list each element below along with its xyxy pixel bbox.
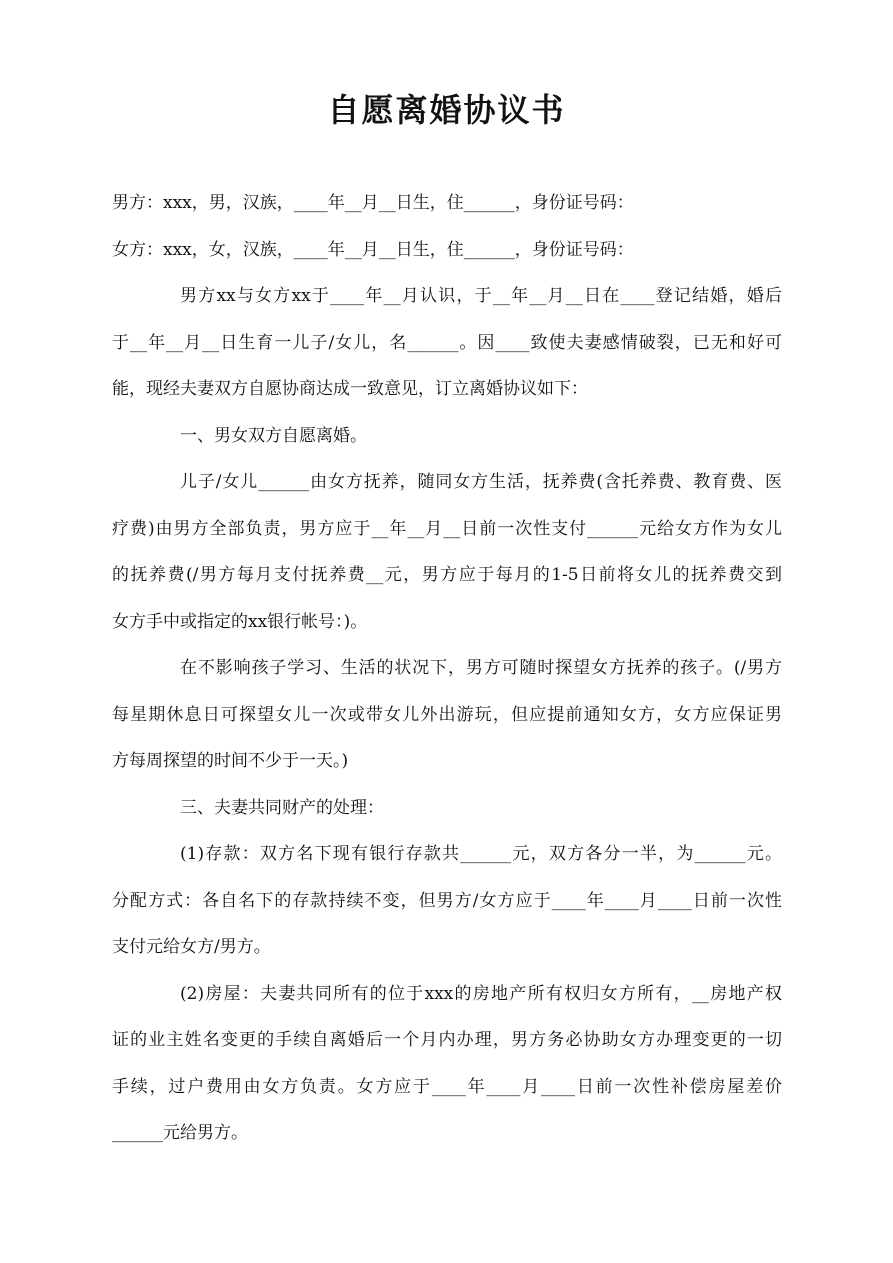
- paragraph-line: 于__年__月__日生育一儿子/女儿，名______。因____致使夫妻感情破裂，已无和好可: [112, 332, 782, 353]
- paragraph-line: 儿子/女儿______由女方抚养，随同女方生活，抚养费(含托养费、教育费、医: [180, 472, 782, 492]
- paragraph-line: 女方手中或指定的xx银行帐号：)。: [112, 611, 368, 632]
- document-title: 自愿离婚协议书: [327, 91, 566, 129]
- section-heading-one: 一、男女双方自愿离婚。: [180, 425, 367, 446]
- paragraph-line-husband-info: 男方：xxx，男，汉族，____年__月__日生，住______，身份证号码：: [112, 193, 634, 213]
- paragraph-line: 每星期休息日可探望女儿一次或带女儿外出游玩，但应提前通知女方，女方应保证男: [112, 704, 782, 725]
- paragraph-line: (2)房屋：夫妻共同所有的位于xxx的房地产所有权归女方所有，__房地产权: [180, 983, 782, 1004]
- section-heading-three: 三、夫妻共同财产的处理：: [180, 797, 384, 818]
- paragraph-line: 支付元给女方/男方。: [112, 937, 271, 957]
- paragraph-line: 在不影响孩子学习、生活的状况下，男方可随时探望女方抚养的孩子。(/男方: [180, 658, 782, 678]
- paragraph-line: 方每周探望的时间不少于一天。): [112, 751, 349, 771]
- paragraph-line-wife-info: 女方：xxx，女，汉族，____年__月__日生，住______，身份证号码：: [112, 239, 634, 260]
- paragraph-line: 男方xx与女方xx于____年__月认识，于__年__月__日在____登记结婚，婚后: [180, 286, 782, 306]
- paragraph-line: 的抚养费(/男方每月支付抚养费__元，男方应于每月的1-5日前将女儿的抚养费交到: [112, 565, 782, 585]
- paragraph-line: 手续，过户费用由女方负责。女方应于____年____月____日前一次性补偿房屋差价: [112, 1076, 782, 1097]
- document-body: [112, 180, 782, 1157]
- paragraph-line: ______元给男方。: [112, 1123, 248, 1143]
- paragraph-line: (1)存款：双方名下现有银行存款共______元，双方各分一半，为______元。: [180, 844, 782, 864]
- paragraph-line: 分配方式：各自名下的存款持续不变，但男方/女方应于____年____月____日前一次性: [112, 890, 782, 911]
- paragraph-line: 证的业主姓名变更的手续自离婚后一个月内办理，男方务必协助女方办理变更的一切: [112, 1030, 782, 1050]
- paragraph-line: 能，现经夫妻双方自愿协商达成一致意见，订立离婚协议如下：: [112, 379, 588, 399]
- paragraph-line: 疗费)由男方全部负责，男方应于__年__月__日前一次性支付______元给女方作为女儿: [112, 518, 782, 539]
